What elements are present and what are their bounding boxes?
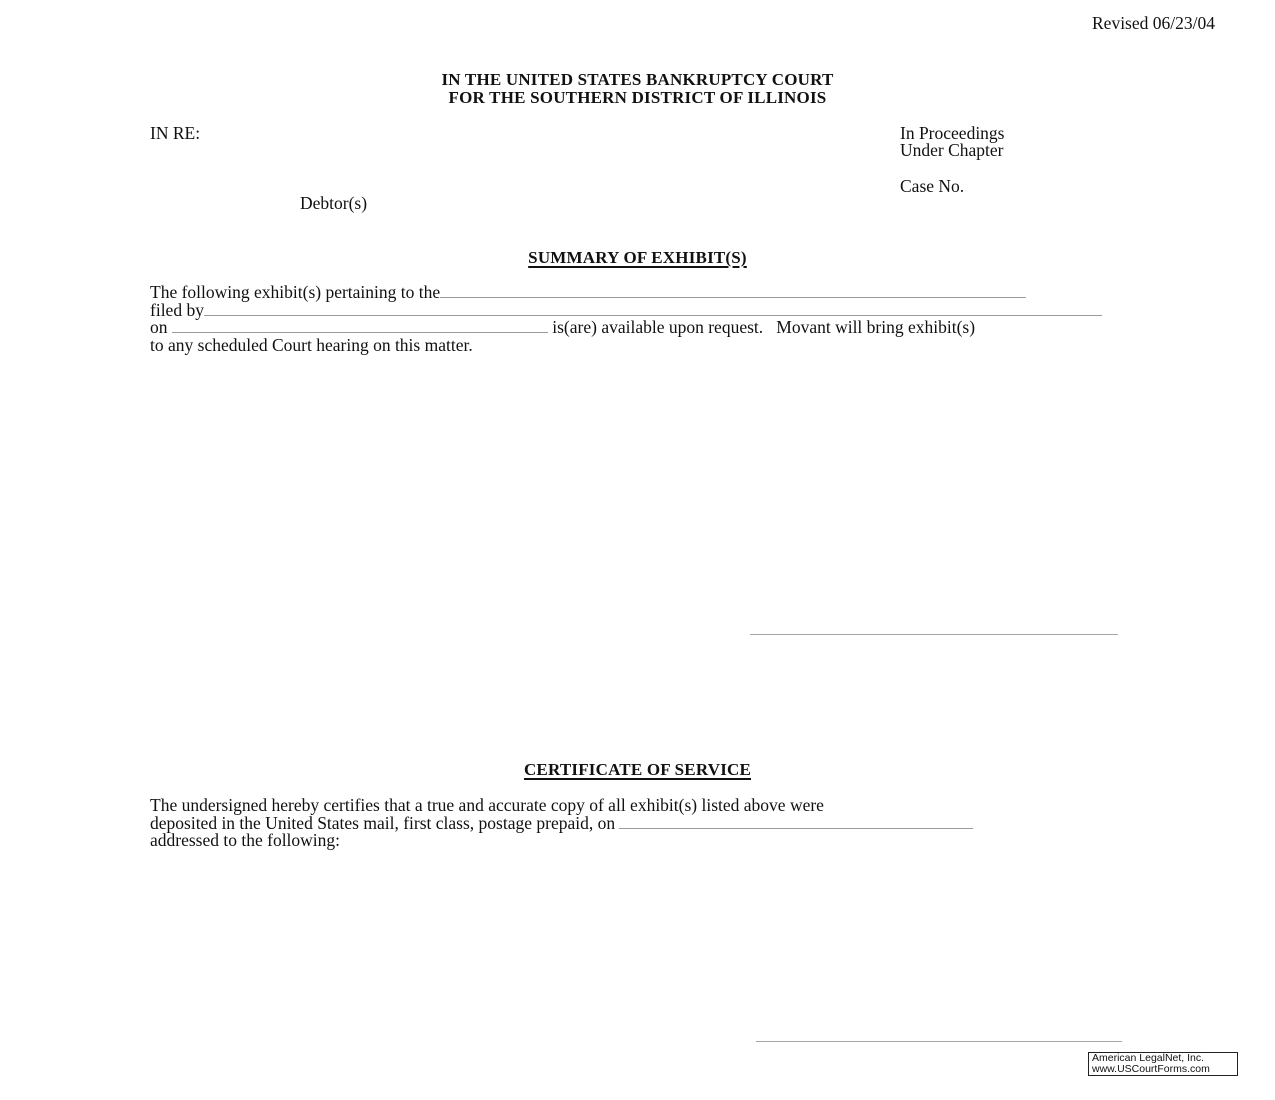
- certificate-line-2-text: deposited in the United States mail, first class, postage prepaid, on: [150, 813, 616, 833]
- certificate-line-3: addressed to the following:: [150, 830, 341, 850]
- mail-date-field[interactable]: [619, 816, 973, 829]
- proceedings-label: In Proceedings: [900, 123, 1005, 143]
- summary-line-1-text: The following exhibit(s) pertaining to the: [150, 282, 441, 302]
- case-number-label: Case No.: [900, 176, 965, 196]
- certificate-signature-line[interactable]: [756, 1041, 1122, 1042]
- publisher-url: www.USCourtForms.com: [1092, 1063, 1210, 1075]
- publisher-stamp: [1088, 1052, 1238, 1076]
- certificate-line-1: The undersigned hereby certifies that a true and accurate copy of all exhibit(s) listed above were: [150, 795, 824, 815]
- summary-line-3-text: is(are) available upon request. Movant will bring exhibit(s): [552, 317, 976, 337]
- summary-line-3: [150, 318, 975, 336]
- court-title-line1: IN THE UNITED STATES BANKRUPTCY COURT: [441, 70, 834, 89]
- chapter-label: Under Chapter: [900, 140, 1004, 160]
- revised-date: Revised 06/23/04: [1092, 13, 1215, 33]
- debtor-label: Debtor(s): [300, 193, 368, 213]
- pertaining-to-field[interactable]: [440, 285, 1026, 298]
- summary-line-4: to any scheduled Court hearing on this matter.: [150, 335, 473, 355]
- summary-line-1: [150, 283, 1026, 301]
- summary-line-3-on: on: [150, 317, 168, 337]
- in-re-label: IN RE:: [150, 123, 201, 143]
- summary-signature-line[interactable]: [750, 634, 1118, 635]
- court-title-line2: FOR THE SOUTHERN DISTRICT OF ILLINOIS: [448, 88, 827, 107]
- publisher-name: American LegalNet, Inc.: [1092, 1052, 1205, 1064]
- summary-line-2-text: filed by: [150, 300, 204, 320]
- filed-by-field[interactable]: [204, 303, 1102, 316]
- certificate-title: CERTIFICATE OF SERVICE: [523, 760, 752, 779]
- summary-title: SUMMARY OF EXHIBIT(S): [528, 248, 747, 267]
- date-field[interactable]: [172, 320, 548, 333]
